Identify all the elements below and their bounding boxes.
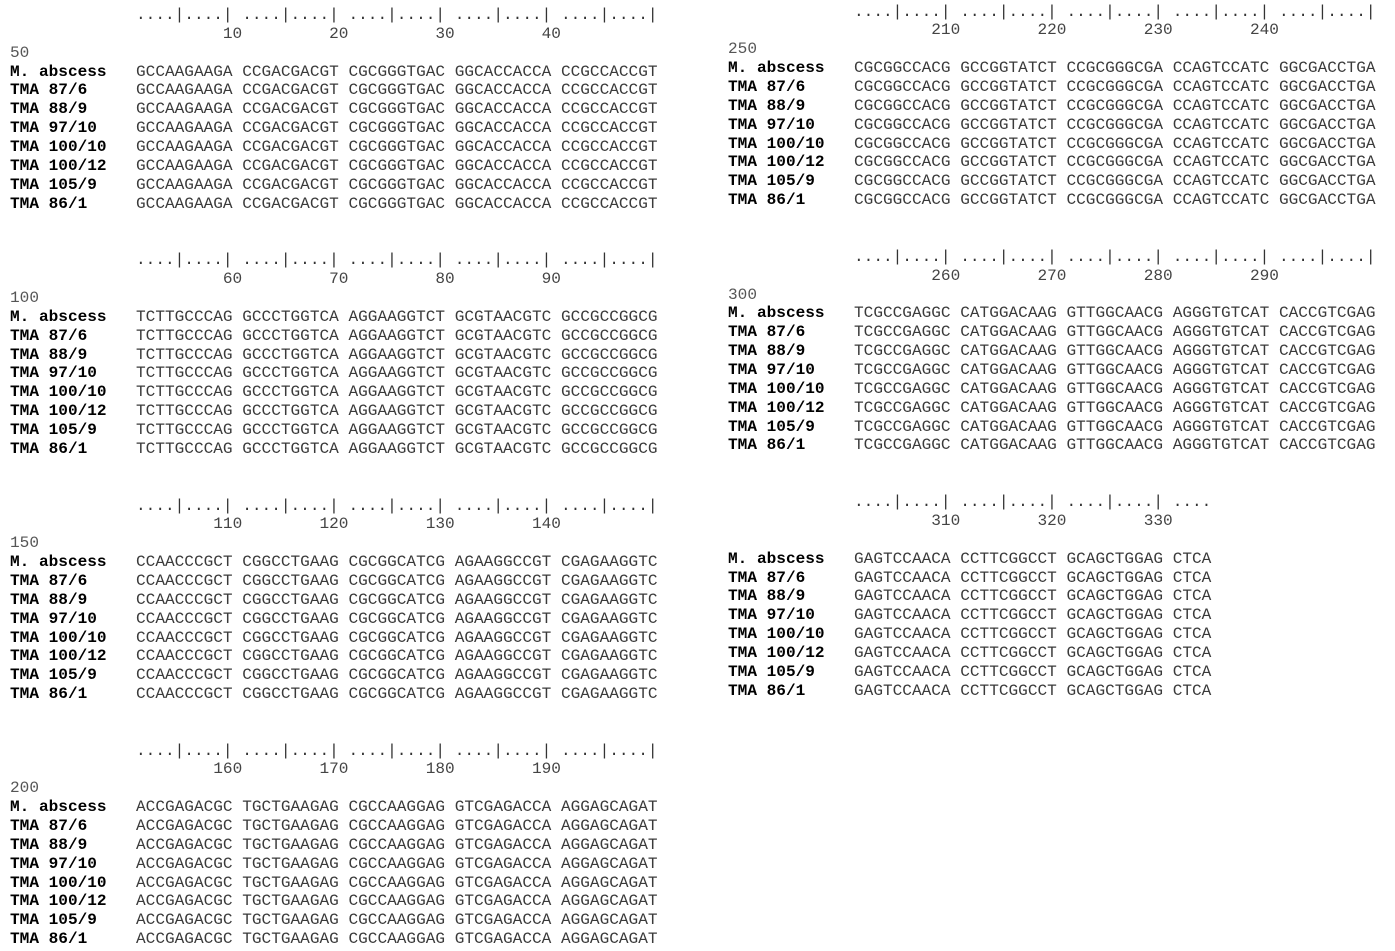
block-start-line — [10, 44, 660, 63]
ruler-line — [10, 251, 660, 270]
nucleotide-sequence: CGCGGCCACG GCCGGTATCT CCGCGGGCGA CCAGTCCATC GGCGACCTGA — [854, 96, 1376, 115]
sequence-label: TMA 88/9 — [10, 590, 88, 609]
alignment-row — [728, 436, 1378, 455]
alignment-row — [10, 63, 660, 82]
nucleotide-sequence: ACCGAGACGC TGCTGAAGAG CGCCAAGGAG GTCGAGACCA AGGAGCAGAT — [136, 835, 658, 854]
nucleotide-sequence: CGCGGCCACG GCCGGTATCT CCGCGGGCGA CCAGTCCATC GGCGACCTGA — [854, 172, 1376, 191]
nucleotide-sequence: CGCGGCCACG GCCGGTATCT CCGCGGGCGA CCAGTCCATC GGCGACCTGA — [854, 153, 1376, 172]
nucleotide-sequence: CCAACCCGCT CGGCCTGAAG CGCGGCATCG AGAAGGCCGT CGAGAAGGTC — [136, 609, 658, 628]
nucleotide-sequence: CGCGGCCACG GCCGGTATCT CCGCGGGCGA CCAGTCCATC GGCGACCTGA — [854, 191, 1376, 210]
alignment-row — [10, 647, 660, 666]
alignment-row — [10, 685, 660, 704]
block-start-line — [728, 40, 1378, 59]
sequence-label: M. abscess — [728, 59, 825, 78]
tick-label-track — [854, 267, 1376, 286]
alignment-row — [10, 138, 660, 157]
ruler-tick-label: 70 — [329, 270, 349, 289]
sequence-label: TMA 97/10 — [10, 364, 97, 383]
nucleotide-sequence: GAGTCCAACA CCTTCGGCCT GCAGCTGGAG CTCA — [854, 625, 1212, 644]
alignment-row — [10, 81, 660, 100]
nucleotide-sequence: TCTTGCCCAG GCCCTGGTCA AGGAAGGTCT GCGTAACGTC GCCGCCGGCG — [136, 383, 658, 402]
block-start-line — [10, 534, 660, 553]
sequence-label: TMA 100/12 — [728, 643, 825, 662]
ruler-tick-label: 290 — [1249, 266, 1279, 285]
sequence-label: TMA 100/10 — [728, 379, 825, 398]
sequence-label: TMA 88/9 — [728, 587, 806, 606]
nucleotide-sequence: GAGTCCAACA CCTTCGGCCT GCAGCTGGAG CTCA — [854, 681, 1212, 700]
block-start-position: 100 — [10, 289, 39, 308]
nucleotide-sequence: TCGCCGAGGC CATGGACAAG GTTGGCAACG AGGGTGTCAT CACCGTCGAG — [854, 417, 1376, 436]
alignment-row — [10, 591, 660, 610]
sequence-label: TMA 88/9 — [10, 100, 88, 119]
nucleotide-sequence: TCTTGCCCAG GCCCTGGTCA AGGAAGGTCT GCGTAACGTC GCCGCCGGCG — [136, 364, 658, 383]
ruler-tick-label: 130 — [425, 515, 455, 534]
alignment-block — [728, 493, 1378, 700]
nucleotide-sequence: ACCGAGACGC TGCTGAAGAG CGCCAAGGAG GTCGAGACCA AGGAGCAGAT — [136, 798, 658, 817]
nucleotide-sequence: CCAACCCGCT CGGCCTGAAG CGCGGCATCG AGAAGGCCGT CGAGAAGGTC — [136, 572, 658, 591]
sequence-label: TMA 87/6 — [10, 816, 88, 835]
ruler-line — [10, 742, 660, 761]
alignment-row — [10, 911, 660, 930]
ruler-tick-label: 140 — [531, 515, 561, 534]
alignment-row — [728, 172, 1378, 191]
alignment-row — [728, 304, 1378, 323]
alignment-row — [728, 663, 1378, 682]
nucleotide-sequence: CCAACCCGCT CGGCCTGAAG CGCGGCATCG AGAAGGCCGT CGAGAAGGTC — [136, 553, 658, 572]
ruler-tick-label: 330 — [1143, 511, 1173, 530]
ruler-tick-label: 210 — [931, 21, 961, 40]
sequence-label: TMA 105/9 — [10, 666, 97, 685]
alignment-row — [728, 59, 1378, 78]
nucleotide-sequence: GCCAAGAAGA CCGACGACGT CGCGGGTGAC GGCACCACCA CCGCCACCGT — [136, 194, 658, 213]
alignment-row — [10, 346, 660, 365]
alignment-block — [10, 6, 660, 213]
ruler-tick-label: 310 — [931, 511, 961, 530]
alignment-row — [10, 383, 660, 402]
sequence-label: TMA 88/9 — [728, 96, 806, 115]
nucleotide-sequence: GCCAAGAAGA CCGACGACGT CGCGGGTGAC GGCACCACCA CCGCCACCGT — [136, 81, 658, 100]
ruler-tick-label: 20 — [329, 24, 349, 43]
ruler-line — [10, 497, 660, 516]
sequence-label: TMA 105/9 — [728, 662, 815, 681]
alignment-block — [10, 251, 660, 458]
alignment-row — [728, 135, 1378, 154]
block-start-position: 150 — [10, 534, 39, 553]
nucleotide-sequence: TCTTGCCCAG GCCCTGGTCA AGGAAGGTCT GCGTAACGTC GCCGCCGGCG — [136, 402, 658, 421]
tick-label-track — [854, 512, 1376, 531]
sequence-label: TMA 87/6 — [10, 572, 88, 591]
alignment-row — [728, 644, 1378, 663]
nucleotide-sequence: ACCGAGACGC TGCTGAAGAG CGCCAAGGAG GTCGAGACCA AGGAGCAGAT — [136, 930, 658, 949]
ruler-tick-label: 220 — [1037, 21, 1067, 40]
alignment-row — [10, 195, 660, 214]
alignment-row — [10, 402, 660, 421]
ruler-numbers — [10, 760, 660, 779]
alignment-row — [728, 625, 1378, 644]
alignment-row — [10, 666, 660, 685]
ruler-numbers — [10, 270, 660, 289]
alignment-row — [10, 798, 660, 817]
position-ruler: ....|....| ....|....| ....|....| ....|....| ....|....| — [136, 741, 658, 760]
sequence-label: TMA 86/1 — [10, 439, 88, 458]
ruler-tick-label: 260 — [931, 266, 961, 285]
ruler-line — [10, 6, 660, 25]
nucleotide-sequence: TCGCCGAGGC CATGGACAAG GTTGGCAACG AGGGTGTCAT CACCGTCGAG — [854, 342, 1376, 361]
block-start-position: 50 — [10, 43, 30, 62]
nucleotide-sequence: TCGCCGAGGC CATGGACAAG GTTGGCAACG AGGGTGTCAT CACCGTCGAG — [854, 398, 1376, 417]
alignment-row — [728, 569, 1378, 588]
ruler-tick-label: 110 — [213, 515, 243, 534]
alignment-block — [10, 497, 660, 704]
ruler-numbers — [728, 512, 1378, 531]
nucleotide-sequence: ACCGAGACGC TGCTGAAGAG CGCCAAGGAG GTCGAGACCA AGGAGCAGAT — [136, 816, 658, 835]
nucleotide-sequence: GCCAAGAAGA CCGACGACGT CGCGGGTGAC GGCACCACCA CCGCCACCGT — [136, 100, 658, 119]
nucleotide-sequence: CCAACCCGCT CGGCCTGAAG CGCGGCATCG AGAAGGCCGT CGAGAAGGTC — [136, 685, 658, 704]
block-start-position: 200 — [10, 779, 39, 798]
sequence-label: TMA 87/6 — [728, 568, 806, 587]
sequence-label: TMA 88/9 — [728, 342, 806, 361]
nucleotide-sequence: GCCAAGAAGA CCGACGACGT CGCGGGTGAC GGCACCACCA CCGCCACCGT — [136, 156, 658, 175]
ruler-tick-label: 320 — [1037, 511, 1067, 530]
block-start-line — [728, 286, 1378, 305]
nucleotide-sequence: TCTTGCCCAG GCCCTGGTCA AGGAAGGTCT GCGTAACGTC GCCGCCGGCG — [136, 345, 658, 364]
alignment-row — [10, 100, 660, 119]
nucleotide-sequence: TCTTGCCCAG GCCCTGGTCA AGGAAGGTCT GCGTAACGTC GCCGCCGGCG — [136, 421, 658, 440]
sequence-label: TMA 100/12 — [10, 402, 107, 421]
sequence-label: TMA 105/9 — [10, 911, 97, 930]
ruler-tick-label: 60 — [222, 270, 243, 289]
sequence-label: TMA 87/6 — [10, 81, 88, 100]
position-ruler: ....|....| ....|....| ....|....| ....|....| ....|....| — [854, 2, 1376, 21]
ruler-numbers — [10, 25, 660, 44]
tick-label-track — [136, 515, 658, 534]
alignment-row — [728, 97, 1378, 116]
alignment-row — [728, 550, 1378, 569]
alignment-row — [728, 78, 1378, 97]
nucleotide-sequence: TCGCCGAGGC CATGGACAAG GTTGGCAACG AGGGTGTCAT CACCGTCGAG — [854, 360, 1376, 379]
ruler-tick-label: 30 — [435, 24, 455, 43]
nucleotide-sequence: CGCGGCCACG GCCGGTATCT CCGCGGGCGA CCAGTCCATC GGCGACCTGA — [854, 77, 1376, 96]
ruler-tick-label: 280 — [1143, 266, 1173, 285]
position-ruler: ....|....| ....|....| ....|....| ....|....| ....|....| — [136, 251, 658, 270]
sequence-label: TMA 97/10 — [728, 606, 815, 625]
sequence-label: TMA 100/10 — [10, 138, 107, 157]
sequence-label: TMA 87/6 — [728, 77, 806, 96]
sequence-label: TMA 87/6 — [10, 326, 88, 345]
alignment-row — [10, 364, 660, 383]
alignment-row — [10, 836, 660, 855]
sequence-label: TMA 100/12 — [728, 153, 825, 172]
nucleotide-sequence: TCGCCGAGGC CATGGACAAG GTTGGCAACG AGGGTGTCAT CACCGTCGAG — [854, 436, 1376, 455]
alignment-block — [728, 3, 1378, 210]
ruler-tick-label: 180 — [425, 760, 455, 779]
nucleotide-sequence: GAGTCCAACA CCTTCGGCCT GCAGCTGGAG CTCA — [854, 568, 1212, 587]
position-ruler: ....|....| ....|....| ....|....| ....|....| ....|....| — [854, 247, 1376, 266]
sequence-label: M. abscess — [728, 304, 825, 323]
sequence-label: TMA 105/9 — [728, 172, 815, 191]
sequence-label: TMA 105/9 — [10, 175, 97, 194]
ruler-tick-label: 120 — [319, 515, 349, 534]
position-ruler: ....|....| ....|....| ....|....| ....|....| ....|....| — [136, 6, 658, 24]
alignment-row — [728, 399, 1378, 418]
alignment-row — [10, 855, 660, 874]
alignment-row — [728, 587, 1378, 606]
alignment-row — [10, 930, 660, 949]
sequence-label: M. abscess — [728, 549, 825, 568]
sequence-label: TMA 100/12 — [10, 156, 107, 175]
alignment-row — [10, 421, 660, 440]
sequence-label: TMA 97/10 — [728, 360, 815, 379]
nucleotide-sequence: GCCAAGAAGA CCGACGACGT CGCGGGTGAC GGCACCACCA CCGCCACCGT — [136, 119, 658, 138]
tick-label-track — [136, 270, 658, 289]
sequence-label: TMA 97/10 — [10, 609, 97, 628]
sequence-label: TMA 100/12 — [10, 892, 107, 911]
ruler-tick-label: 80 — [435, 270, 455, 289]
alignment-row — [728, 418, 1378, 437]
alignment-row — [728, 380, 1378, 399]
ruler-tick-label: 90 — [541, 270, 561, 289]
sequence-label: M. abscess — [10, 798, 107, 817]
nucleotide-sequence: TCGCCGAGGC CATGGACAAG GTTGGCAACG AGGGTGTCAT CACCGTCGAG — [854, 379, 1376, 398]
sequence-label: TMA 97/10 — [10, 854, 97, 873]
nucleotide-sequence: ACCGAGACGC TGCTGAAGAG CGCCAAGGAG GTCGAGACCA AGGAGCAGAT — [136, 892, 658, 911]
alignment-row — [10, 553, 660, 572]
alignment-row — [10, 157, 660, 176]
sequence-label: TMA 97/10 — [728, 115, 815, 134]
ruler-numbers — [10, 515, 660, 534]
nucleotide-sequence: CGCGGCCACG GCCGGTATCT CCGCGGGCGA CCAGTCCATC GGCGACCTGA — [854, 134, 1376, 153]
sequence-label: TMA 100/10 — [10, 383, 107, 402]
alignment-row — [10, 874, 660, 893]
nucleotide-sequence: GCCAAGAAGA CCGACGACGT CGCGGGTGAC GGCACCACCA CCGCCACCGT — [136, 62, 658, 81]
sequence-label: TMA 100/10 — [10, 873, 107, 892]
tick-label-track — [136, 25, 658, 44]
nucleotide-sequence: CCAACCCGCT CGGCCTGAAG CGCGGCATCG AGAAGGCCGT CGAGAAGGTC — [136, 628, 658, 647]
tick-label-track — [854, 21, 1376, 40]
sequence-label: M. abscess — [10, 62, 107, 81]
ruler-tick-label: 190 — [531, 760, 561, 779]
alignment-row — [728, 342, 1378, 361]
alignment-row — [10, 176, 660, 195]
alignment-row — [728, 361, 1378, 380]
block-start-position: 250 — [728, 40, 757, 59]
sequence-label: TMA 105/9 — [728, 417, 815, 436]
tick-label-track — [136, 760, 658, 779]
sequence-label: TMA 100/12 — [728, 398, 825, 417]
nucleotide-sequence: ACCGAGACGC TGCTGAAGAG CGCCAAGGAG GTCGAGACCA AGGAGCAGAT — [136, 911, 658, 930]
alignment-row — [10, 892, 660, 911]
alignment-row — [10, 629, 660, 648]
ruler-tick-label: 270 — [1037, 266, 1067, 285]
ruler-tick-label: 40 — [541, 24, 561, 43]
sequence-label: TMA 86/1 — [10, 930, 88, 949]
nucleotide-sequence: GCCAAGAAGA CCGACGACGT CGCGGGTGAC GGCACCACCA CCGCCACCGT — [136, 138, 658, 157]
nucleotide-sequence: CCAACCCGCT CGGCCTGAAG CGCGGCATCG AGAAGGCCGT CGAGAAGGTC — [136, 590, 658, 609]
ruler-numbers — [728, 21, 1378, 40]
ruler-line — [728, 3, 1378, 22]
sequence-label: TMA 97/10 — [10, 119, 97, 138]
alignment-row — [10, 572, 660, 591]
alignment-row — [10, 817, 660, 836]
alignment-row — [10, 327, 660, 346]
nucleotide-sequence: ACCGAGACGC TGCTGAAGAG CGCCAAGGAG GTCGAGACCA AGGAGCAGAT — [136, 873, 658, 892]
sequence-label: TMA 100/10 — [728, 134, 825, 153]
sequence-label: TMA 86/1 — [10, 194, 88, 213]
block-start-line — [10, 289, 660, 308]
nucleotide-sequence: TCTTGCCCAG GCCCTGGTCA AGGAAGGTCT GCGTAACGTC GCCGCCGGCG — [136, 439, 658, 458]
sequence-label: TMA 100/12 — [10, 647, 107, 666]
nucleotide-sequence: GAGTCCAACA CCTTCGGCCT GCAGCTGGAG CTCA — [854, 662, 1212, 681]
ruler-line — [728, 248, 1378, 267]
position-ruler: ....|....| ....|....| ....|....| .... — [854, 493, 1212, 512]
nucleotide-sequence: TCTTGCCCAG GCCCTGGTCA AGGAAGGTCT GCGTAACGTC GCCGCCGGCG — [136, 326, 658, 345]
nucleotide-sequence: TCGCCGAGGC CATGGACAAG GTTGGCAACG AGGGTGTCAT CACCGTCGAG — [854, 304, 1376, 323]
sequence-label: TMA 86/1 — [728, 191, 806, 210]
alignment-block — [728, 248, 1378, 455]
sequence-label: TMA 86/1 — [728, 681, 806, 700]
sequence-label: M. abscess — [10, 553, 107, 572]
nucleotide-sequence: CGCGGCCACG GCCGGTATCT CCGCGGGCGA CCAGTCCATC GGCGACCTGA — [854, 115, 1376, 134]
sequence-label: TMA 100/10 — [10, 628, 107, 647]
sequence-label: TMA 105/9 — [10, 421, 97, 440]
alignment-row — [728, 153, 1378, 172]
sequence-label: TMA 88/9 — [10, 835, 88, 854]
block-start-line — [10, 779, 660, 798]
sequence-label: TMA 86/1 — [728, 436, 806, 455]
ruler-numbers — [728, 267, 1378, 286]
alignment-row — [728, 116, 1378, 135]
alignment-row — [10, 119, 660, 138]
alignment-block — [10, 742, 660, 949]
sequence-label: M. abscess — [10, 307, 107, 326]
alignment-row — [728, 323, 1378, 342]
sequence-label: TMA 86/1 — [10, 685, 88, 704]
sequence-label: TMA 87/6 — [728, 323, 806, 342]
position-ruler: ....|....| ....|....| ....|....| ....|....| ....|....| — [136, 496, 658, 515]
nucleotide-sequence: GCCAAGAAGA CCGACGACGT CGCGGGTGAC GGCACCACCA CCGCCACCGT — [136, 175, 658, 194]
nucleotide-sequence: GAGTCCAACA CCTTCGGCCT GCAGCTGGAG CTCA — [854, 606, 1212, 625]
alignment-row — [728, 191, 1378, 210]
block-start-position: 300 — [728, 285, 757, 304]
nucleotide-sequence: CCAACCCGCT CGGCCTGAAG CGCGGCATCG AGAAGGCCGT CGAGAAGGTC — [136, 647, 658, 666]
nucleotide-sequence: GAGTCCAACA CCTTCGGCCT GCAGCTGGAG CTCA — [854, 643, 1212, 662]
alignment-row — [10, 610, 660, 629]
ruler-tick-label: 160 — [213, 760, 243, 779]
nucleotide-sequence: GAGTCCAACA CCTTCGGCCT GCAGCTGGAG CTCA — [854, 549, 1212, 568]
nucleotide-sequence: CCAACCCGCT CGGCCTGAAG CGCGGCATCG AGAAGGCCGT CGAGAAGGTC — [136, 666, 658, 685]
nucleotide-sequence: GAGTCCAACA CCTTCGGCCT GCAGCTGGAG CTCA — [854, 587, 1212, 606]
alignment-row — [10, 308, 660, 327]
alignment-row — [728, 606, 1378, 625]
sequence-label: TMA 88/9 — [10, 345, 88, 364]
alignment-row — [728, 682, 1378, 701]
nucleotide-sequence: ACCGAGACGC TGCTGAAGAG CGCCAAGGAG GTCGAGACCA AGGAGCAGAT — [136, 854, 658, 873]
alignment-row — [10, 440, 660, 459]
ruler-line — [728, 493, 1378, 512]
nucleotide-sequence: TCTTGCCCAG GCCCTGGTCA AGGAAGGTCT GCGTAACGTC GCCGCCGGCG — [136, 307, 658, 326]
ruler-tick-label: 240 — [1249, 21, 1279, 40]
nucleotide-sequence: CGCGGCCACG GCCGGTATCT CCGCGGGCGA CCAGTCCATC GGCGACCTGA — [854, 59, 1376, 78]
ruler-tick-label: 170 — [319, 760, 349, 779]
ruler-tick-label: 10 — [222, 24, 243, 43]
sequence-label: TMA 100/10 — [728, 625, 825, 644]
nucleotide-sequence: TCGCCGAGGC CATGGACAAG GTTGGCAACG AGGGTGTCAT CACCGTCGAG — [854, 323, 1376, 342]
ruler-tick-label: 230 — [1143, 21, 1173, 40]
blank-line — [728, 531, 1378, 550]
